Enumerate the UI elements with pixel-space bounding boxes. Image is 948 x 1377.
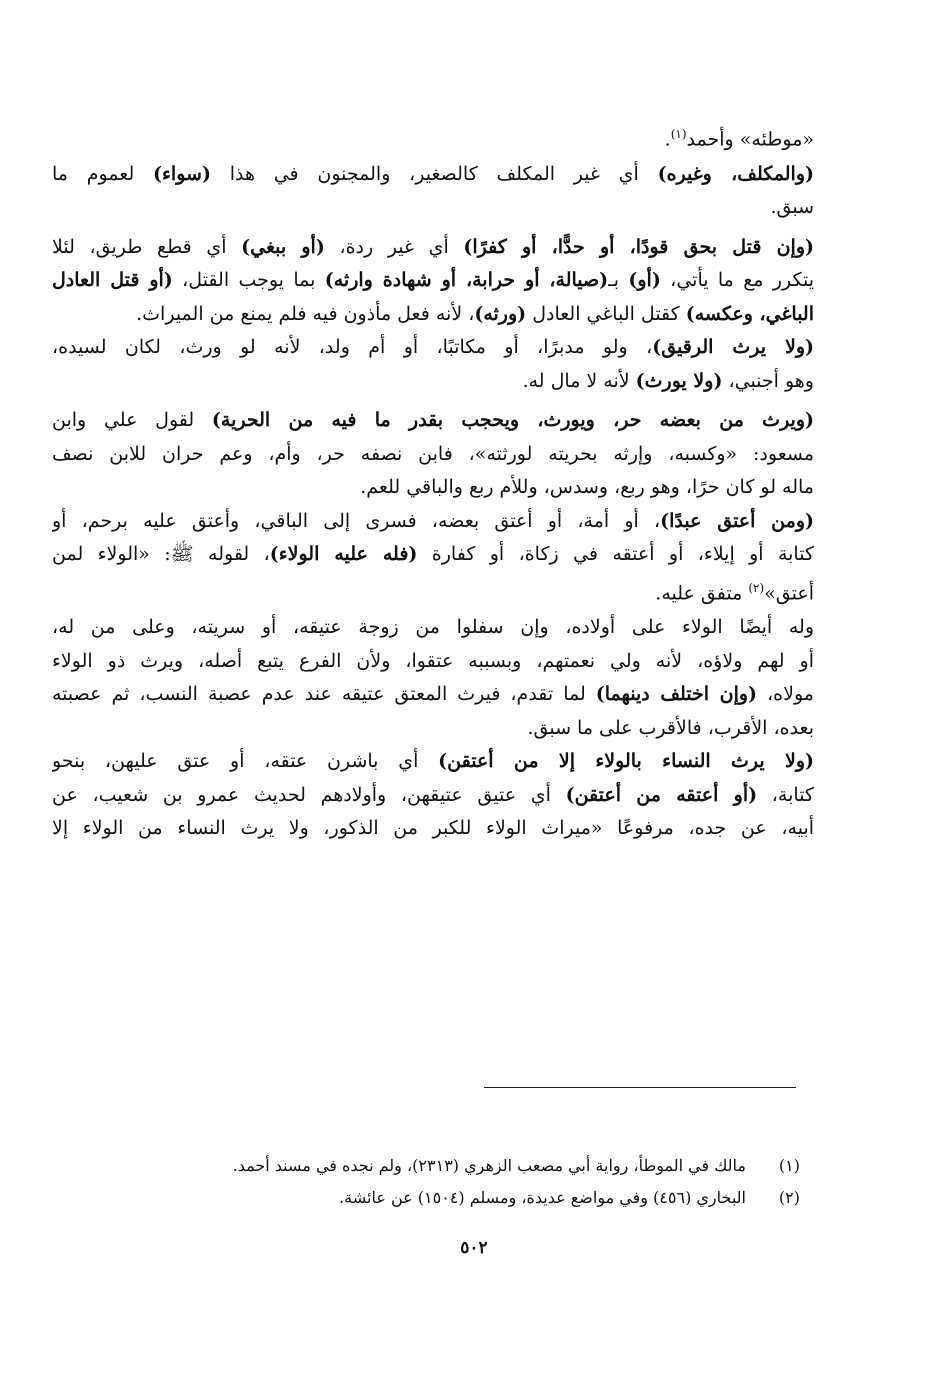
footnote-text: مالك في الموطأ، رواية أبي مصعب الزهري (٢٣١٣)، ولم نجده في مسند أحمد.	[232, 1156, 746, 1175]
text-line: كتابة، (أو أعتقه من أعتقن) أي عتيق عتيقهن، وأولادهم لحديث عمرو بن شعيب، عن	[52, 783, 814, 806]
text-line: وهو أجنبي، (ولا يورث) لأنه لا مال له.	[522, 369, 814, 392]
text-line: كتابة أو إيلاء، أو أعتقه في زكاة، أو كفارة (فله عليه الولاء)، لقوله ﷺ: «الولاء لمن	[52, 543, 814, 565]
footnotes	[120, 1150, 800, 1214]
footnote	[120, 1182, 800, 1214]
page-number: ٥٠٢	[460, 1238, 488, 1258]
footnote	[120, 1150, 800, 1182]
text-line: (والمكلف، وغيره) أي غير المكلف كالصغير، والمجنون في هذا (سواء) لعموم ما	[52, 162, 814, 185]
text-line: سبق.	[770, 196, 814, 218]
text-line: أو لهم ولاؤه، لأنه ولي نعمتهم، وبسببه عتقوا، ولأن الفرع يتبع أصله، ويرث ذو الولاء	[52, 649, 814, 672]
text-line: مولاه، (وإن اختلف دينهما) لما تقدم، فيرث المعتق عتيقه عند عدم عصبة النسب، ثم عصبته	[52, 683, 814, 705]
text-line: ماله لو كان حرًا، وهو ربع، وسدس، وللأم ربع والباقي للعم.	[360, 476, 814, 498]
footnote-divider	[484, 1087, 796, 1088]
text-line: (ولا يرث الرقيق)، ولو مدبرًا، أو مكاتبًا، أو أم ولد، لأنه لو ورث، لكان لسيده،	[52, 336, 814, 358]
footnote-text: البخاري (٤٥٦) وفي مواضع عديدة، ومسلم (١٥٠٤) عن عائشة.	[339, 1188, 746, 1207]
text-line: أعتق»$^{(٢)}$ متفق عليه.	[655, 580, 814, 604]
text-line: الباغي، وعكسه) كقتل الباغي العادل (ورثه)، لأنه فعل مأذون فيه فلم يمنع من الميراث.	[136, 302, 814, 325]
text-line: (ومن أعتق عبدًا)، أو أمة، أو أعتق بعضه، فسرى إلى الباقي، وأعتق عليه برحم، أو	[52, 509, 814, 532]
footnote-number: (٢)	[778, 1188, 800, 1207]
text-line: أبيه، عن جده، مرفوعًا «ميراث الولاء للكبر من الذكور، ولا يرث النساء من الولاء إلا	[52, 817, 814, 839]
text-line: (ولا يرث النساء بالولاء إلا من أعتقن) أي باشرن عتقه، أو عتق عليهن، بنحو	[52, 750, 814, 772]
footnote-number: (١)	[778, 1156, 800, 1175]
text-line: (ويرث من بعضه حر، ويورث، ويحجب بقدر ما فيه من الحرية) لقول علي وابن	[52, 409, 814, 431]
main-text	[52, 118, 814, 846]
text-line: «موطئه» وأحمد$^{(١)}$.	[664, 127, 814, 151]
text-line: بعده، الأقرب، فالأقرب على ما سبق.	[527, 716, 814, 739]
text-line: يتكرر مع ما يأتي، (أو) بـ(صيالة، أو حرابة، أو شهادة وارثه) بما يوجب القتل، (أو قتل العادل	[52, 269, 814, 291]
text-line: (وإن قتل بحق قودًا، أو حدًّا، أو كفرًا) أي غير ردة، (أو ببغي) أي قطع طريق، لئلا	[52, 235, 814, 258]
text-line: مسعود: «وكسبه، وإرثه بحريته لورثته»، فابن نصفه حر، وأم، وعم حران للابن نصف	[52, 442, 814, 465]
text-line: وله أيضًا الولاء على أولاده، وإن سفلوا من زوجة عتيقه، أو سريته، وعلى من له،	[52, 616, 814, 638]
